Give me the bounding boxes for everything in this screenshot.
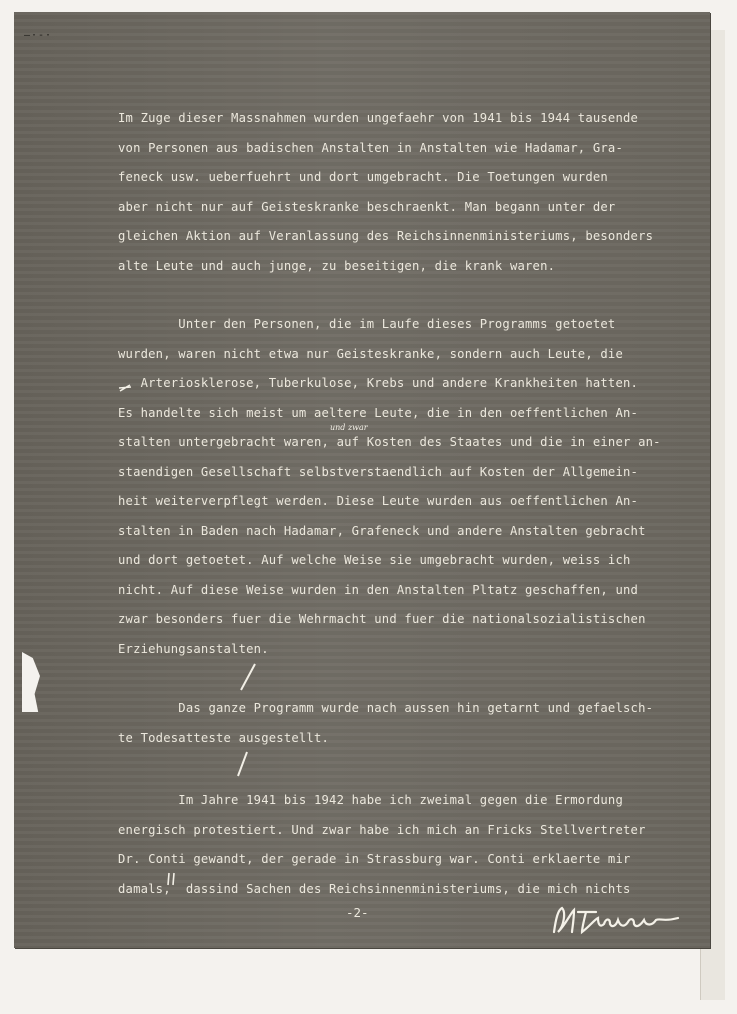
- text-line: wurden, waren nicht etwa nur Geisteskranke, sondern auch Leute, die: [118, 346, 624, 361]
- text-line: und dort getoetet. Auf welche Weise sie umgebracht wurden, weiss ich: [118, 553, 631, 567]
- handwritten-quote-mark: [165, 872, 179, 888]
- page-number: -2-: [346, 905, 369, 920]
- text-line: feneck usw. ueberfuehrt und dort umgebracht. Die Toetungen wurden: [118, 170, 608, 184]
- text-line: energisch protestiert. Und zwar habe ich mich an Fricks Stellvertreter: [118, 822, 646, 837]
- text-line: Erziehungsanstalten.: [118, 641, 269, 656]
- text-line: aber nicht nur auf Geisteskranke beschraenkt. Man begann unter der: [118, 199, 616, 214]
- handwritten-insert: und zwar: [330, 423, 368, 432]
- text-line: damals, dassind Sachen des Reichsinnenministeriums, die mich nichts: [118, 881, 631, 896]
- text-line: alte Leute und auch junge, zu beseitigen, die krank waren.: [118, 258, 556, 273]
- text-line: gleichen Aktion auf Veranlassung des Reichsinnenministeriums, besonders: [118, 229, 654, 243]
- text-line: stalten untergebracht waren, auf Kosten des Staates und die in einer an-: [118, 435, 661, 449]
- text-line: Arteriosklerose, Tuberkulose, Krebs und andere Krankheiten hatten.: [118, 376, 639, 390]
- text-line: heit weiterverpflegt werden. Diese Leute wurden aus oeffentlichen An-: [118, 494, 639, 508]
- margin-pen-marks: [225, 660, 265, 780]
- paragraph-2: [118, 310, 661, 664]
- text-line: zwar besonders fuer die Wehrmacht und fuer die nationalsozialistischen: [118, 612, 646, 626]
- paragraph-3: [118, 694, 653, 753]
- text-line: Im Zuge dieser Massnahmen wurden ungefaehr von 1941 bis 1944 tausende: [118, 111, 639, 125]
- paragraph-1: [118, 104, 653, 281]
- paragraph-4: [118, 786, 646, 904]
- text-line: staendigen Gesellschaft selbstverstaendlich auf Kosten der Allgemein-: [118, 464, 639, 479]
- text-line: Unter den Personen, die im Laufe dieses Programms getoetet: [118, 317, 616, 331]
- text-line: Es handelte sich meist um aeltere Leute, die in den oeffentlichen An-: [118, 405, 639, 420]
- torn-edge: [22, 652, 40, 712]
- text-line: nicht. Auf diese Weise wurden in den Anstalten Pltatz geschaffen, und: [118, 582, 639, 597]
- text-line: te Todesatteste ausgestellt.: [118, 730, 330, 745]
- text-line: Im Jahre 1941 bis 1942 habe ich zweimal gegen die Ermordung: [118, 793, 624, 807]
- text-line: von Personen aus badischen Anstalten in Anstalten wie Hadamar, Gra-: [118, 140, 624, 155]
- corner-mark: —·-·: [24, 30, 53, 41]
- text-line: Das ganze Programm wurde nach aussen hin getarnt und gefaelsch-: [118, 701, 654, 715]
- signature: [548, 900, 688, 940]
- text-line: Dr. Conti gewandt, der gerade in Strassburg war. Conti erklaerte mir: [118, 852, 631, 866]
- struck-out-mark: [118, 378, 132, 388]
- text-line: stalten in Baden nach Hadamar, Grafeneck und andere Anstalten gebracht: [118, 523, 646, 538]
